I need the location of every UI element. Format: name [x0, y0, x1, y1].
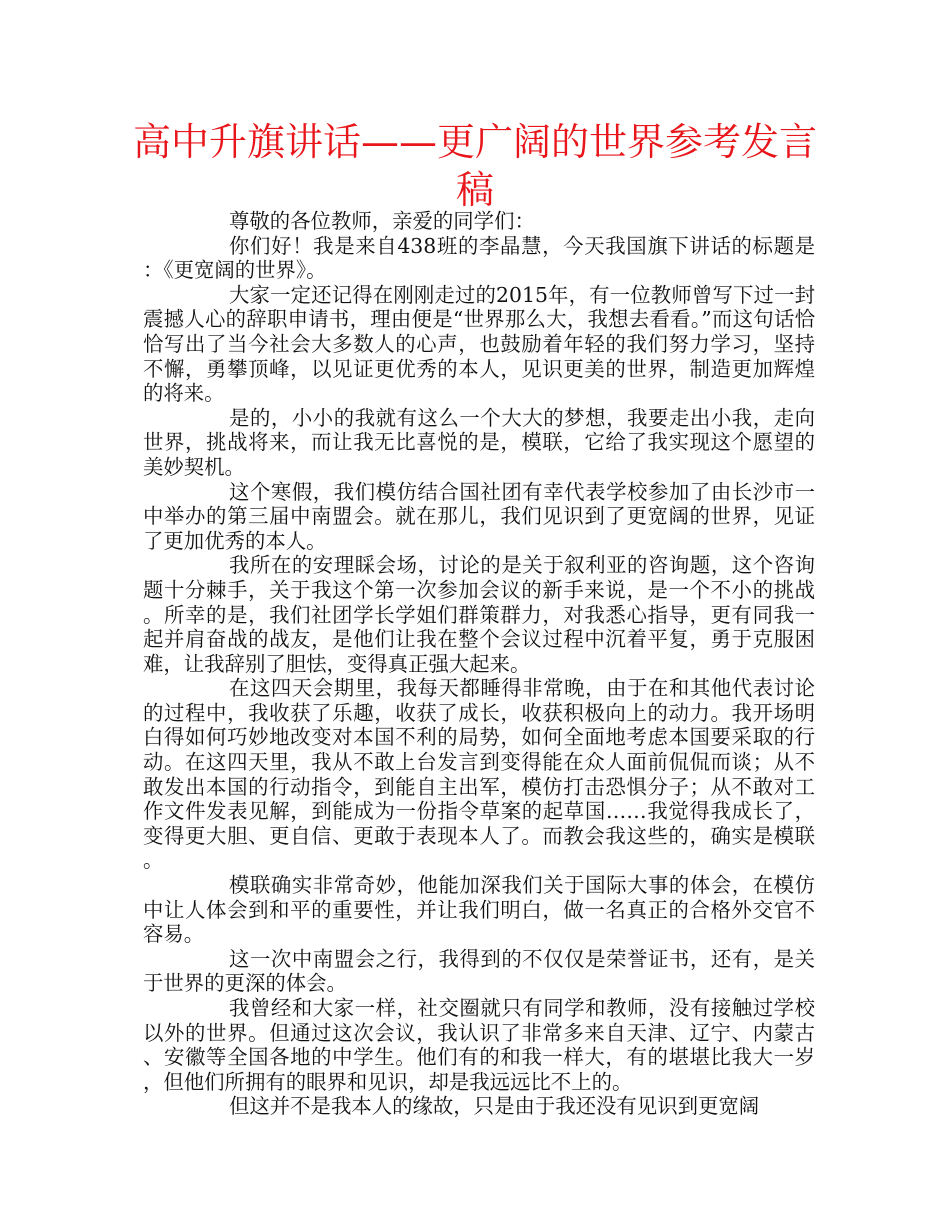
paragraph: 在这四天会期里，我每天都睡得非常晚，由于在和其他代表讨论的过程中，我收获了乐趣，收获了成长，收获积极向上的动力。我开场明白得如何巧妙地改变对本国不利的局势，如何全面地考虑本国要采取的行动。在这四天里，我从不敢上台发言到变得能在众人面前侃侃而谈；从不敢发出本国的行动指令，到能自主出军，模仿打击恐惧分子；从不敢对工作文件发表见解，到能成为一份指令草案的起草国……我觉得我成长了，变得更大胆、更自信、更敢于表现本人了。而教会我这些的，确实是模联。	[143, 676, 815, 873]
paragraph: 模联确实非常奇妙，他能加深我们关于国际大事的体会，在模仿中让人体会到和平的重要性，并让我们明白，做一名真正的合格外交官不容易。	[143, 873, 815, 947]
paragraph-greeting: 你们好！我是来自438班的李晶慧，今天我国旗下讲话的标题是：《更宽阔的世界》。	[143, 233, 815, 283]
paragraph: 这个寒假，我们模仿结合国社团有幸代表学校参加了由长沙市一中举办的第三届中南盟会。就在那儿，我们见识到了更宽阔的世界，见证了更加优秀的本人。	[143, 479, 815, 553]
paragraph: 我曾经和大家一样，社交圈就只有同学和教师，没有接触过学校以外的世界。但通过这次会议，我认识了非常多来自天津、辽宁、内蒙古、安徽等全国各地的中学生。他们有的和我一样大，有的堪堪比我大一岁，但他们所拥有的眼界和见识，却是我远远比不上的。	[143, 996, 815, 1094]
paragraph: 是的，小小的我就有这么一个大大的梦想，我要走出小我，走向世界，挑战将来，而让我无比喜悦的是，模联，它给了我实现这个愿望的美妙契机。	[143, 405, 815, 479]
paragraph: 大家一定还记得在刚刚走过的2015年，有一位教师曾写下过一封震撼人心的辞职申请书，理由便是“世界那么大，我想去看看。”而这句话恰恰写出了当今社会大多数人的心声，也鼓励着年轻的我们努力学习，坚持不懈，勇攀顶峰，以见证更优秀的本人，见识更美的世界，制造更加辉煌的将来。	[143, 282, 815, 406]
paragraph: 我所在的安理睬会场，讨论的是关于叙利亚的咨询题，这个咨询题十分棘手，关于我这个第一次参加会议的新手来说，是一个不小的挑战。所幸的是，我们社团学长学姐们群策群力，对我悉心指导，更有同我一起并肩奋战的战友，是他们让我在整个会议过程中沉着平复，勇于克服困难，让我辞别了胆怯，变得真正强大起来。	[143, 553, 815, 676]
document-title: 高中升旗讲话——更广阔的世界参考发言稿	[132, 120, 817, 212]
paragraph: 这一次中南盟会之行，我得到的不仅仅是荣誉证书，还有，是关于世界的更深的体会。	[143, 946, 815, 996]
paragraph-salutation: 尊敬的各位教师，亲爱的同学们：	[229, 209, 535, 233]
document-body	[143, 209, 815, 1119]
paragraph-continued: 但这并不是我本人的缘故，只是由于我还没有见识到更宽阔	[229, 1094, 760, 1119]
